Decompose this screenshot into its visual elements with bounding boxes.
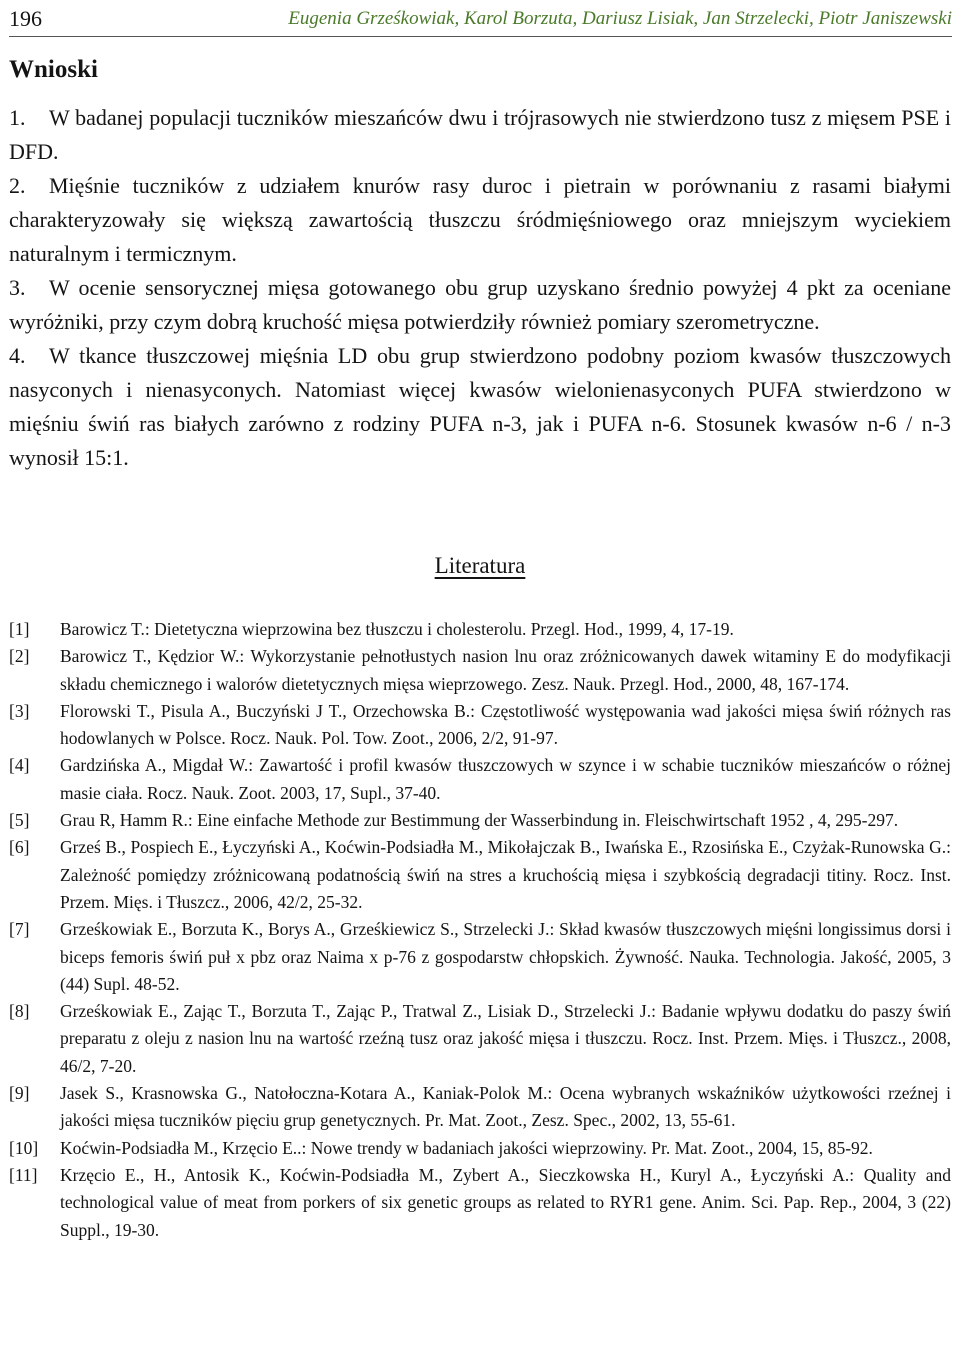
conclusion-number: 2. (9, 173, 26, 198)
running-header (9, 2, 952, 37)
conclusion-item (9, 101, 951, 169)
conclusions-list (9, 101, 951, 475)
reference-item (9, 807, 951, 834)
reference-number: [10] (9, 1137, 39, 1158)
reference-text: Grześkowiak E., Zając T., Borzuta T., Zając P., Tratwal Z., Lisiak D., Strzelecki J.: Badanie wpływu dodatku do paszy świń preparatu z oleju z nasion lnu na wartość rzeźną tusz oraz jakość mięsa i tłuszczu. Rocz. Inst. Przem. Mięs. i Tłuszcz., 2008, 46/2, 7-20. (60, 1001, 951, 1076)
reference-number: [11] (9, 1164, 38, 1185)
reference-text: Gardzińska A., Migdał W.: Zawartość i profil kwasów tłuszczowych w szynce i w schabie tuczników mieszańców o różnej masie ciała. Rocz. Nauk. Zoot. 2003, 17, Supl., 37-40. (60, 755, 951, 803)
reference-number: [4] (9, 755, 30, 776)
reference-text: Koćwin-Podsiadła M., Krzęcio E..: Nowe trendy w badaniach jakości wieprzowiny. Pr. Mat. Zoot., 2004, 15, 85-92. (60, 1137, 873, 1158)
reference-text: Grześ B., Pospiech E., Łyczyński A., Koćwin-Podsiadła M., Mikołajczak B., Iwańska E., Rzosińska E., Czyżak-Runowska G.: Zależność pomiędzy zróżnicowaną podatnością świń na stres a kruchością mięsa i szybkością degradacji titiny. Rocz. Inst. Przem. Mięs. i Tłuszcz., 2006, 42/2, 25-32. (60, 837, 951, 912)
reference-number: [1] (9, 619, 30, 639)
reference-number: [9] (9, 1083, 30, 1104)
reference-item (9, 1162, 951, 1244)
reference-text: Grześkowiak E., Borzuta K., Borys A., Grześkiewicz S., Strzelecki J.: Skład kwasów tłuszczowych mięśni longissimus dorsi i biceps femoris świń puł x pbz oraz Naima x p-76 z gospodarstw chłopskich. Żywność. Nauka. Technologia. Jakość, 2005, 3 (44) Supl. 48-52. (60, 919, 951, 994)
conclusion-number: 1. (9, 105, 26, 130)
reference-item (9, 698, 951, 753)
reference-item (9, 643, 951, 698)
reference-item (9, 834, 951, 916)
reference-number: [5] (9, 810, 30, 831)
reference-number: [6] (9, 837, 30, 858)
reference-number: [7] (9, 919, 30, 940)
reference-text: Florowski T., Pisula A., Buczyński J T., Orzechowska B.: Częstotliwość występowania wad jakości mięsa świń różnych ras hodowlanych w Polsce. Rocz. Nauk. Pol. Tow. Zoot., 2006, 2/2, 91-97. (60, 700, 951, 749)
conclusion-text: Mięśnie tuczników z udziałem knurów rasy duroc i pietrain w porównaniu z rasami białymi charakteryzowały się większą zawartością tłuszczu śródmięśniowego oraz mniejszym wyciekiem naturalnym i termicznym. (9, 173, 951, 266)
reference-text: Grau R, Hamm R.: Eine einfache Methode zur Bestimmung der Wasserbindung in. Fleischwirtschaft 1952 , 4, 295-297. (60, 810, 899, 831)
reference-item (9, 1080, 951, 1135)
reference-list (9, 616, 951, 1244)
conclusions-heading: Wnioski (9, 56, 98, 83)
conclusion-text: W tkance tłuszczowej mięśnia LD obu grup stwierdzono podobny poziom kwasów tłuszczowych nasyconych i nienasyconych. Natomiast więcej kwasów wielonienasyconych PUFA stwierdzono w mięśniu świń ras białych zarówno z rodziny PUFA n-3, jak i PUFA n-6. Stosunek kwasów n-6 / n-3 wynosił 15:1. (9, 343, 951, 470)
conclusion-number: 3. (9, 275, 26, 300)
reference-item (9, 1135, 951, 1162)
conclusion-text: W badanej populacji tuczników mieszańców dwu i trójrasowych nie stwierdzono tusz z mięsem PSE i DFD. (9, 105, 951, 164)
reference-item (9, 752, 951, 807)
reference-item (9, 616, 951, 643)
reference-number: [8] (9, 1001, 30, 1022)
conclusion-item (9, 271, 951, 339)
conclusion-number: 4. (9, 343, 26, 368)
conclusion-item (9, 169, 951, 271)
reference-text: Krzęcio E., H., Antosik K., Koćwin-Podsiadła M., Zybert A., Sieczkowska H., Kuryl A., Łyczyński A.: Quality and technological value of meat from porkers of six genetic groups as related to RYR1 gene. Anim. Sci. Pap. Rep., 2004, 3 (22) Suppl., 19-30. (60, 1164, 951, 1240)
reference-number: [2] (9, 646, 30, 667)
literature-heading (0, 553, 960, 579)
conclusion-item (9, 339, 951, 475)
reference-text: Jasek S., Krasnowska G., Natołoczna-Kotara A., Kaniak-Polok M.: Ocena wybranych wskaźników użytkowości rzeźnej i jakości mięsa tuczników pięciu grup genetycznych. Pr. Mat. Zoot., Zesz. Spec., 2002, 13, 55-61. (60, 1083, 951, 1131)
reference-text: Barowicz T.: Dietetyczna wieprzowina bez tłuszczu i cholesterolu. Przegl. Hod., 1999, 4, 17-19. (60, 619, 734, 639)
reference-text: Barowicz T., Kędzior W.: Wykorzystanie pełnotłustych nasion lnu oraz zróżnicowanych dawek witaminy E do modyfikacji składu chemicznego i walorów dietetycznych mięsa wieprzowego. Zesz. Nauk. Przegl. Hod., 2000, 48, 167-174. (60, 646, 951, 694)
header-authors: Eugenia Grześkowiak, Karol Borzuta, Dariusz Lisiak, Jan Strzelecki, Piotr Janiszewski (288, 8, 952, 29)
page-number: 196 (9, 6, 42, 31)
reference-item (9, 998, 951, 1080)
reference-number: [3] (9, 700, 30, 721)
literature-heading-text: Literatura (434, 553, 526, 578)
reference-item (9, 916, 951, 998)
conclusion-text: W ocenie sensorycznej mięsa gotowanego obu grup uzyskano średnio powyżej 4 pkt za oceniane wyróżniki, przy czym dobrą kruchość mięsa potwierdziły również pomiary szerometryczne. (9, 275, 951, 334)
